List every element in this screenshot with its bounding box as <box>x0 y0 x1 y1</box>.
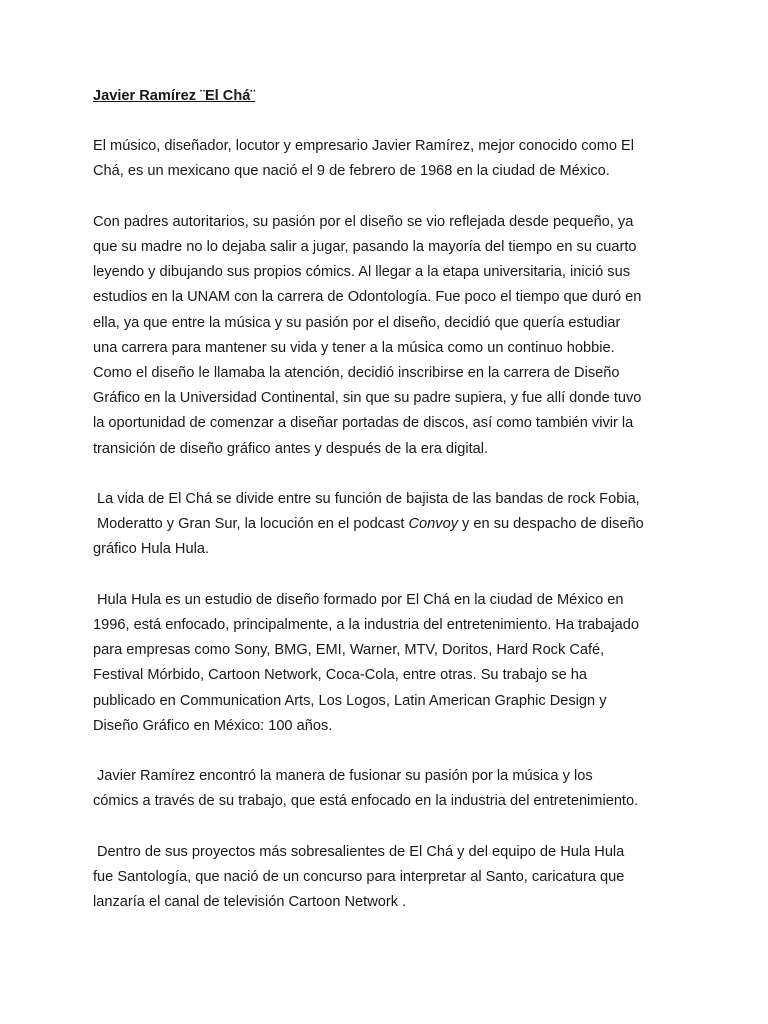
paragraph-line: publicado en Communication Arts, Los Logos, Latin American Graphic Design y <box>93 692 607 709</box>
paragraph-line: La vida de El Chá se divide entre su función de bajista de las bandas de rock Fobia, <box>97 491 640 508</box>
paragraph-line: ella, ya que entre la música y su pasión por el diseño, decidió que quería estudiar <box>93 314 621 331</box>
paragraph-line: lanzaría el canal de televisión Cartoon Network . <box>93 894 407 911</box>
paragraph-line: Chá, es un mexicano que nació el 9 de febrero de 1968 en la ciudad de México. <box>93 163 610 180</box>
podcast-name: Convoy <box>408 516 458 533</box>
paragraph-line: transición de diseño gráfico antes y después de la era digital. <box>93 440 489 457</box>
paragraph-line: 1996, está enfocado, principalmente, a la industria del entretenimiento. Ha trabajado <box>93 617 639 634</box>
paragraph-line: estudios en la UNAM con la carrera de Odontología. Fue poco el tiempo que duró en <box>93 289 642 306</box>
text-run: Moderatto y Gran Sur, la locución en el podcast <box>97 516 409 533</box>
paragraph-line: Gráfico en la Universidad Continental, sin que su padre supiera, y fue allí donde tuvo <box>93 390 642 407</box>
paragraph-line: El músico, diseñador, locutor y empresario Javier Ramírez, mejor conocido como El <box>93 138 634 155</box>
paragraph-line <box>97 512 693 537</box>
paragraph-biography <box>93 210 693 462</box>
paragraph-line: leyendo y dibujando sus propios cómics. Al llegar a la etapa universitaria, inició sus <box>93 264 631 281</box>
paragraph-fusion <box>93 764 693 814</box>
document-title: Javier Ramírez ¨El Chá¨ <box>93 88 256 104</box>
paragraph-line: Con padres autoritarios, su pasión por el diseño se vio reflejada desde pequeño, ya <box>93 213 634 230</box>
text-run: y en su despacho de diseño <box>458 516 644 533</box>
paragraph-intro <box>93 134 693 184</box>
paragraph-line: Dentro de sus proyectos más sobresalientes de El Chá y del equipo de Hula Hula <box>97 843 625 860</box>
document-page <box>93 84 693 941</box>
paragraph-line: Como el diseño le llamaba la atención, decidió inscribirse en la carrera de Diseño <box>93 365 620 382</box>
paragraph-line: la oportunidad de comenzar a diseñar portadas de discos, así como también vivir la <box>93 415 634 432</box>
paragraph-line: Diseño Gráfico en México: 100 años. <box>93 717 333 734</box>
paragraph-line: Hula Hula es un estudio de diseño formado por El Chá en la ciudad de México en <box>97 591 624 608</box>
paragraph-line: fue Santología, que nació de un concurso para interpretar al Santo, caricatura que <box>93 869 625 886</box>
paragraph-career <box>93 487 693 563</box>
paragraph-line: para empresas como Sony, BMG, EMI, Warner, MTV, Doritos, Hard Rock Café, <box>93 642 605 659</box>
paragraph-line: Javier Ramírez encontró la manera de fusionar su pasión por la música y los <box>97 768 593 785</box>
paragraph-line: que su madre no lo dejaba salir a jugar, pasando la mayoría del tiempo en su cuarto <box>93 239 637 255</box>
paragraph-line: cómics a través de su trabajo, que está enfocado en la industria del entretenimiento. <box>93 793 639 810</box>
paragraph-studio <box>93 588 693 739</box>
paragraph-line: gráfico Hula Hula. <box>93 541 209 558</box>
paragraph-line: Festival Mórbido, Cartoon Network, Coca-Cola, entre otras. Su trabajo se ha <box>93 667 587 684</box>
paragraph-projects <box>93 840 693 916</box>
paragraph-line: una carrera para mantener su vida y tener a la música como un continuo hobbie. <box>93 339 615 356</box>
